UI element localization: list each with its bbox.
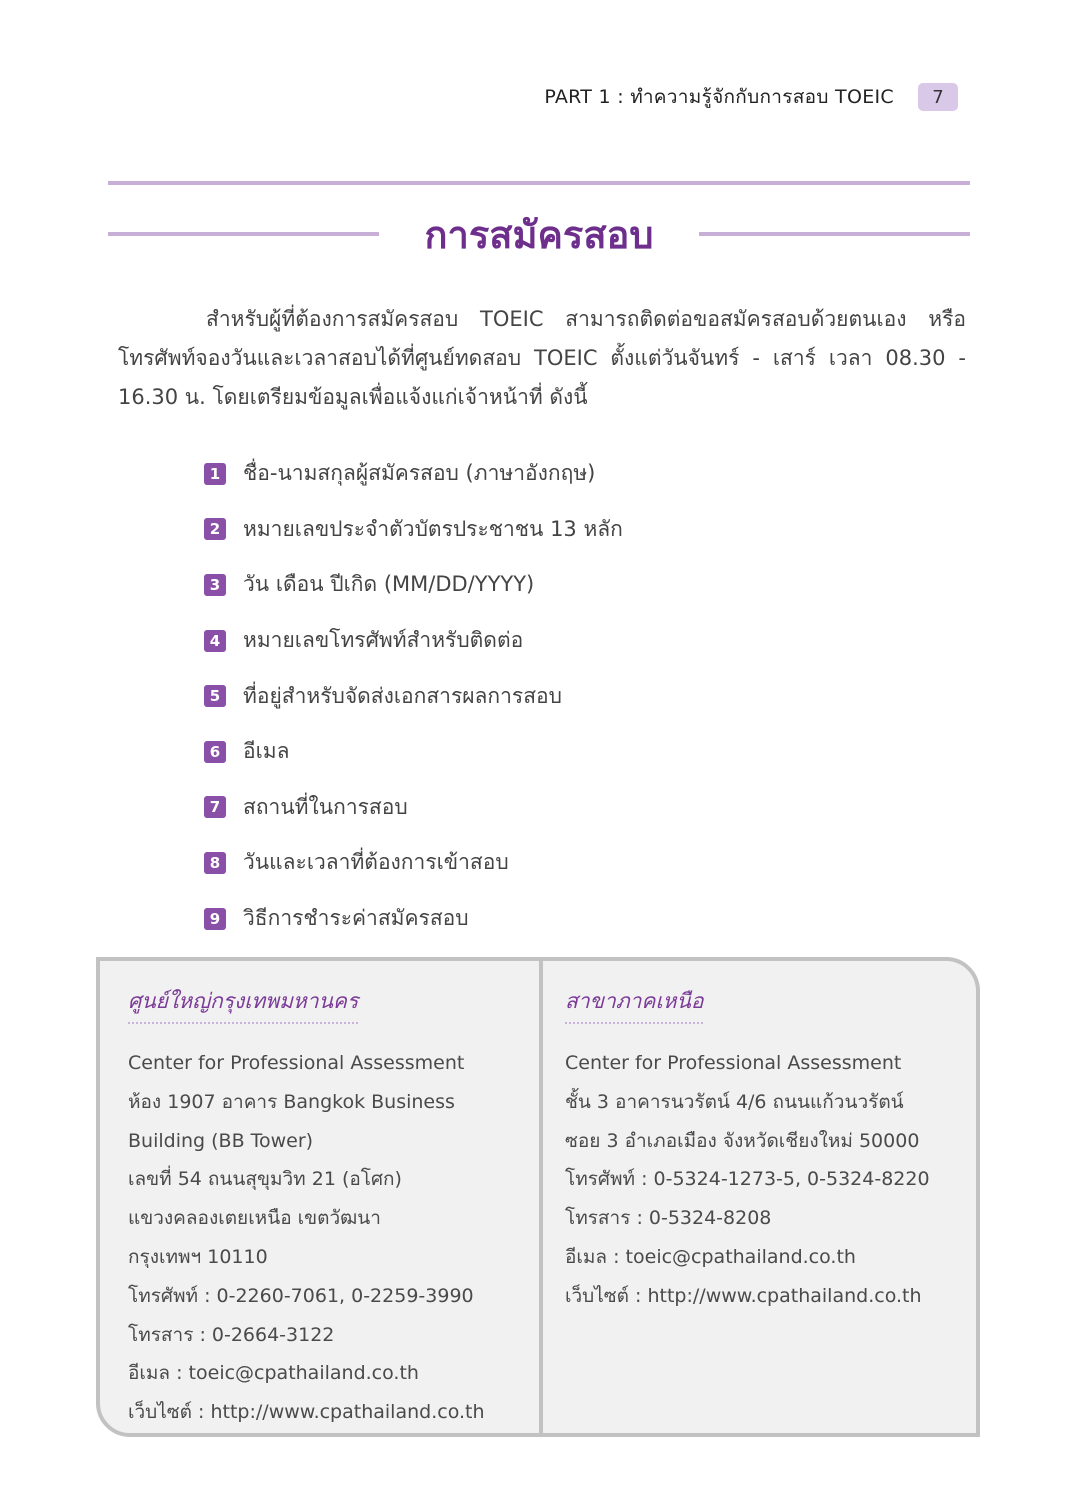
list-item-text: หมายเลขประจำตัวบัตรประชาชน 13 หลัก (243, 516, 623, 541)
list-item-text: หมายเลขโทรศัพท์สำหรับติดต่อ (243, 628, 524, 653)
list-item-text: ที่อยู่สำหรับจัดส่งเอกสารผลการสอบ (243, 683, 562, 708)
list-item (204, 891, 904, 947)
title-left-rule (108, 232, 379, 236)
required-info-list (204, 446, 904, 946)
title-row (108, 206, 970, 262)
title-right-rule (699, 232, 970, 236)
office-heading: สาขาภาคเหนือ (565, 985, 703, 1024)
list-item (204, 724, 904, 780)
list-item-text: ชื่อ-นามสกุลผู้สมัครสอบ (ภาษาอังกฤษ) (243, 461, 596, 486)
office-line: Center for Professional Assessment (565, 1052, 902, 1074)
number-badge: 9 (204, 908, 226, 930)
list-item-text: วัน เดือน ปีเกิด (MM/DD/YYYY) (243, 572, 535, 597)
number-badge: 4 (204, 630, 226, 652)
number-badge: 1 (204, 463, 226, 485)
office-fax: โทรสาร : 0-5324-8208 (565, 1207, 772, 1230)
intro-text: สำหรับผู้ที่ต้องการสมัครสอบ TOEIC สามารถติดต่อขอสมัครสอบด้วยตนเอง หรือโทรศัพท์จองวันและเวลาสอบได้ที่ศูนย์ทดสอบ TOEIC ตั้งแต่วันจันทร์ - เสาร์ เวลา 08.30 - 16.30 น. โดยเตรียมข้อมูลเพื่อแจ้งแก่เจ้าหน้าที่ ดังนี้ (118, 307, 966, 409)
page-header (0, 82, 958, 112)
list-item-text: วันและเวลาที่ต้องการเข้าสอบ (243, 850, 509, 875)
office-north (539, 961, 976, 1433)
office-heading: ศูนย์ใหญ่กรุงเทพมหานคร (128, 985, 358, 1024)
top-divider (108, 181, 970, 185)
running-header: PART 1 : ทำความรู้จักกับการสอบ TOEIC (544, 86, 894, 108)
office-line: กรุงเทพฯ 10110 (128, 1245, 268, 1268)
list-item-text: อีเมล (243, 739, 290, 764)
list-item (204, 557, 904, 613)
list-item (204, 446, 904, 502)
list-item (204, 780, 904, 836)
office-line: Center for Professional Assessment (128, 1052, 465, 1074)
number-badge: 3 (204, 574, 226, 596)
office-email: อีเมล : toeic@cpathailand.co.th (128, 1362, 419, 1385)
page-title: การสมัครสอบ (424, 212, 654, 257)
number-badge: 5 (204, 685, 226, 707)
list-item (204, 668, 904, 724)
office-line: เลขที่ 54 ถนนสุขุมวิท 21 (อโศก) (128, 1168, 402, 1191)
list-item (204, 502, 904, 558)
office-fax: โทรสาร : 0-2664-3122 (128, 1323, 335, 1346)
number-badge: 6 (204, 741, 226, 763)
office-line: Building (BB Tower) (128, 1129, 314, 1152)
list-item-text: วิธีการชำระค่าสมัครสอบ (243, 906, 469, 931)
office-line: ห้อง 1907 อาคาร Bangkok Business (128, 1090, 455, 1113)
contact-box (96, 957, 980, 1437)
number-badge: 8 (204, 852, 226, 874)
office-website: เว็บไซต์ : http://www.cpathailand.co.th (565, 1284, 922, 1307)
office-line: ชั้น 3 อาคารนวรัตน์ 4/6 ถนนแก้วนวรัตน์ (565, 1090, 904, 1113)
list-item (204, 835, 904, 891)
office-website: เว็บไซต์ : http://www.cpathailand.co.th (128, 1401, 485, 1424)
office-phone: โทรศัพท์ : 0-5324-1273-5, 0-5324-8220 (565, 1168, 930, 1191)
office-bangkok (100, 961, 539, 1433)
intro-paragraph (118, 300, 966, 417)
office-phone: โทรศัพท์ : 0-2260-7061, 0-2259-3990 (128, 1284, 474, 1307)
list-item-text: สถานที่ในการสอบ (243, 794, 408, 819)
list-item (204, 613, 904, 669)
office-line: ซอย 3 อำเภอเมือง จังหวัดเชียงใหม่ 50000 (565, 1129, 920, 1152)
office-email: อีเมล : toeic@cpathailand.co.th (565, 1245, 856, 1268)
page-number-badge: 7 (918, 83, 958, 111)
office-line: แขวงคลองเตยเหนือ เขตวัฒนา (128, 1207, 381, 1230)
number-badge: 2 (204, 518, 226, 540)
number-badge: 7 (204, 796, 226, 818)
